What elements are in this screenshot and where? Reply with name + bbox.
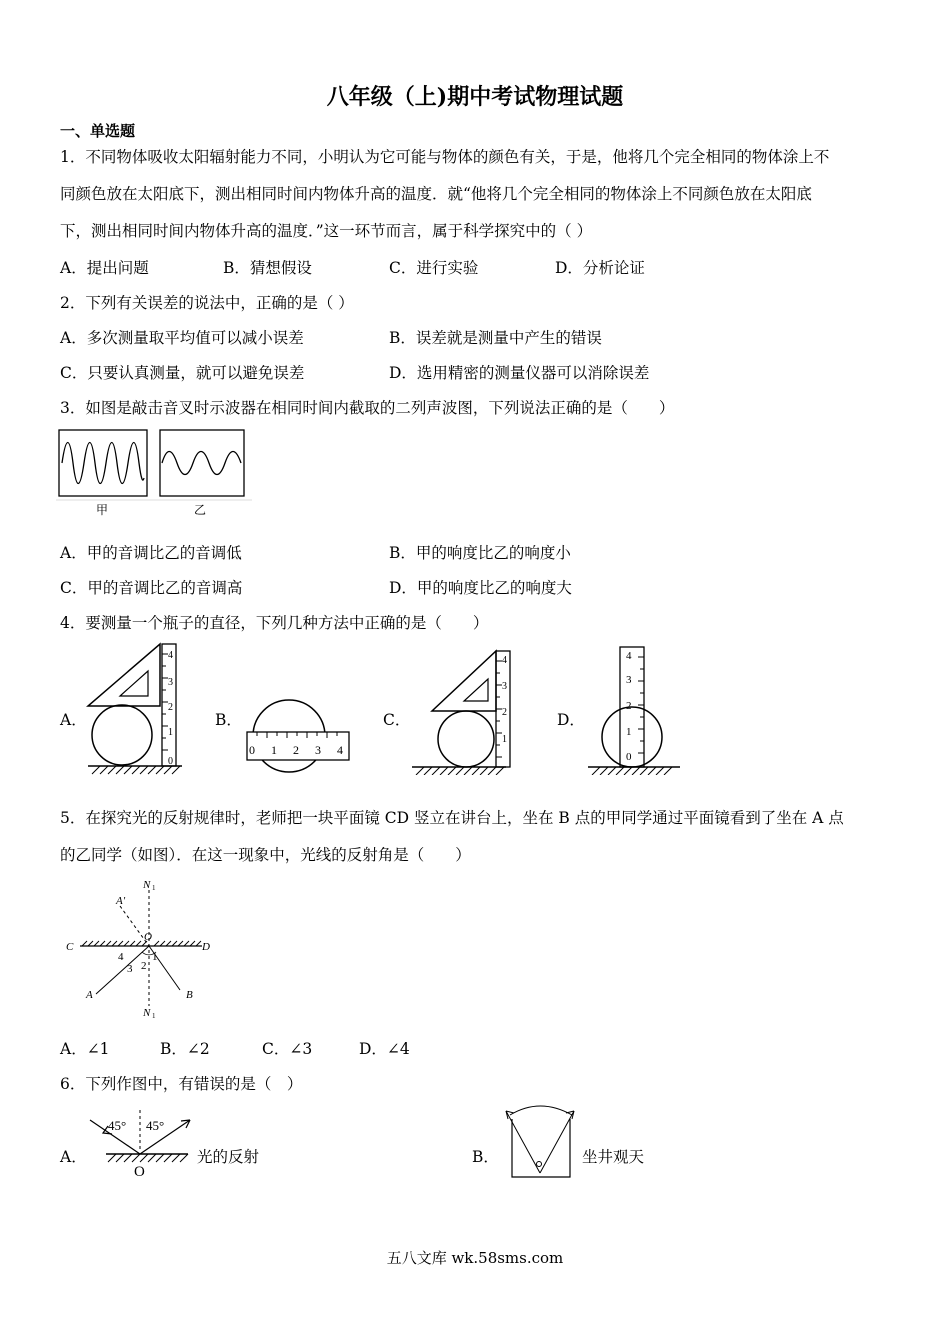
svg-text:1: 1 [502,734,507,745]
q1-option-d[interactable]: D．分析论证 [555,259,645,277]
svg-text:3: 3 [168,677,173,688]
q4-figure-b [243,690,353,780]
q5-option-a[interactable]: A．∠1 [60,1040,110,1058]
q6-figure-a [84,1106,194,1178]
svg-text:0: 0 [626,751,632,763]
svg-text:3: 3 [502,681,507,692]
q3-stem: 3．如图是敲击音叉时示波器在相同时间内截取的二列声波图，下列说法正确的是（ ） [60,399,675,417]
label-jia: 甲 [96,503,109,517]
q2-option-a[interactable]: A．多次测量取平均值可以减小误差 [60,329,304,347]
q4-figure-d [586,645,686,775]
q1-line-1: 1．不同物体吸收太阳辐射能力不同，小明认为它可能与物体的颜色有关，于是，他将几个完全相同的物体涂上不 [60,148,830,166]
q1-line-2: 同颜色放在太阳底下，测出相同时间内物体升高的温度．就“他将几个完全相同的物体涂上不同颜色放在太阳底 [60,185,812,203]
wave-jia [62,443,144,484]
page-title: 八年级（上)期中考试物理试题 [326,84,624,110]
svg-text:1: 1 [626,726,632,738]
q4-option-a[interactable]: A． [60,711,87,729]
q2-option-c[interactable]: C．只要认真测量，就可以避免误差 [60,364,305,382]
q1-option-a[interactable]: A．提出问题 [60,259,149,277]
svg-text:45°: 45° [146,1118,165,1133]
svg-text:2: 2 [141,960,147,972]
q5-line-1: 5．在探究光的反射规律时，老师把一块平面镜 CD 竖立在讲台上，坐在 B 点的甲同学通过平面镜看到了坐在 A 点 [60,809,844,827]
svg-text:4: 4 [626,650,632,662]
q3-option-b[interactable]: B．甲的响度比乙的响度小 [389,544,571,562]
svg-text:3: 3 [127,963,133,975]
svg-text:2: 2 [293,743,299,757]
svg-text:2: 2 [502,707,507,718]
q3-waveform-figure [56,426,252,518]
section-heading: 一、单选题 [60,122,136,140]
q3-option-a[interactable]: A．甲的音调比乙的音调低 [60,544,242,562]
svg-text:1: 1 [168,727,173,738]
svg-text:B: B [186,989,193,1001]
q1-option-b[interactable]: B．猜想假设 [223,259,312,277]
svg-text:1: 1 [152,951,158,963]
svg-text:N: N [143,1007,151,1019]
q2-option-b[interactable]: B．误差就是测量中产生的错误 [389,329,602,347]
q2-stem: 2．下列有关误差的说法中，正确的是（ ） [60,294,354,312]
q6-figure-b [500,1103,580,1181]
svg-text:1: 1 [271,743,277,757]
q5-option-b[interactable]: B．∠2 [160,1040,210,1058]
q5-option-d[interactable]: D．∠4 [359,1040,410,1058]
q1-line-3: 下，测出相同时间内物体升高的温度．”这一环节而言，属于科学探究中的（ ） [60,222,593,240]
svg-text:D: D [202,941,210,953]
svg-text:4: 4 [502,655,507,666]
q6-stem: 6．下列作图中，有错误的是（ ） [60,1075,303,1093]
svg-text:45°: 45° [108,1118,127,1133]
q6-b-caption: 坐井观天 [582,1148,645,1166]
label-yi: 乙 [194,503,207,517]
svg-text:A′: A′ [116,895,126,907]
wave-jia-frame [59,430,147,496]
svg-text:O: O [144,931,152,943]
svg-text:2: 2 [168,702,173,713]
svg-text:N: N [143,879,151,891]
svg-text:1: 1 [152,1012,156,1020]
svg-text:2: 2 [626,700,632,712]
svg-text:1: 1 [152,884,156,892]
wave-yi [162,452,241,475]
q6-a-caption: 光的反射 [197,1148,260,1166]
q2-option-d[interactable]: D．选用精密的测量仪器可以消除误差 [389,364,650,382]
q5-option-c[interactable]: C．∠3 [262,1040,313,1058]
q4-figure-a [86,640,186,775]
q4-option-d[interactable]: D． [557,711,585,729]
footer: 五八文库 wk.58sms.com [386,1249,564,1267]
svg-text:A: A [86,989,93,1001]
q5-line-2: 的乙同学（如图）．在这一现象中，光线的反射角是（ ） [60,846,471,864]
svg-text:3: 3 [626,674,632,686]
q3-option-c[interactable]: C．甲的音调比乙的音调高 [60,579,243,597]
svg-text:3: 3 [315,743,321,757]
svg-text:O: O [134,1164,145,1178]
q3-option-d[interactable]: D．甲的响度比乙的响度大 [389,579,572,597]
q1-option-c[interactable]: C．进行实验 [389,259,479,277]
q4-option-c[interactable]: C． [383,711,411,729]
q4-option-b[interactable]: B． [215,711,242,729]
q6-option-a[interactable]: A． [60,1148,87,1166]
q4-stem: 4．要测量一个瓶子的直径，下列几种方法中正确的是（ ） [60,614,489,632]
q4-figure-c [410,645,520,775]
svg-text:C: C [66,941,74,953]
svg-text:0: 0 [249,743,255,757]
q5-reflection-diagram [62,876,222,1024]
wave-yi-frame [160,430,244,496]
svg-text:4: 4 [168,650,173,661]
svg-text:4: 4 [337,743,343,757]
svg-text:4: 4 [118,951,124,963]
svg-text:0: 0 [168,756,173,767]
q6-option-b[interactable]: B． [472,1148,499,1166]
